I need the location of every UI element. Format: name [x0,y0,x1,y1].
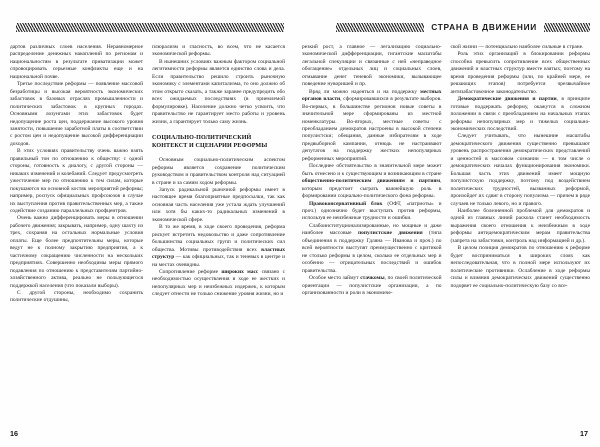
section-spacer [152,150,285,157]
running-head-title: СТРАНА В ДВИЖЕНИИ [431,22,537,33]
body-paragraph: Наиболее болезненной проблемой для демократов и одной из главных линий раскола станет необходимость выражения своего отношения к неизбежным в ходе реформы антидемократическим мерам правительства (запрета на забастовки, контроль над информацией и др.). [450,207,590,244]
body-paragraph: ской жизни — потенциально наиболее сильные в стране. [450,44,584,50]
body-paragraph: Очень важно дифференцировать меры в отношении рабочего движения; закрывать, например, одну шахту из трех, сохраняя на остальных нормальные условия оплаты. Еще более предпочтительны меры, которые ведут не к полному закрытию предприятия, а к частичному сокращению численности на нескольких предприятиях. Совершенно необходимы меры прямого подавления по отношению к представителям партийно-хозяйственного актива, реально не пользующегося поддержкой населения (что показали выборы). [10,215,143,289]
page-right-column-2 [451,44,591,297]
stripe-rule-right-icon [544,23,590,32]
body-paragraph: В целом позиция демократов по отношению к реформе будет восприниматься в широких слоях как непоследовательная, что в полной мере используют их политические противники. Ослабление в ходе реформы силы и влияния демократических движений существенно подорвет ее социально-политическую базу со все- [450,245,590,289]
body-paragraph: С другой стороны, необходимо сохранить политические отдушины, [10,289,143,304]
body-paragraph: В то же время, в ходе своего проведения, реформа рискует встретить недовольство и даже сопротивление большинства социальных групп и политических сил общества. Мотивы противодействия всех властных структур — как официальных, так и теневых в центре и на местах очевидны. [152,224,285,268]
body-paragraph: Запуск радикальной рыночной реформы имеет в настоящее время благоприятные предпосылки, так как основная часть населения уже устала ждать улучшений или хотя бы каких-то радикальных изменений в экономической сфере. [152,186,285,223]
section-heading: СОЦИАЛЬНО-ПОЛИТИЧЕСКИЙ КОНТЕКСТ И СЦЕНАРИИ РЕФОРМЫ [152,134,268,149]
body-paragraph: Роль этих организаций в блокировании реформы способна превысить сопротивление всех общественных движений и властных структур вместе взятых; поэтому на время проведения реформы (или, по крайней мере, ее решающих этапов) потребуется чрезвычайное антизабастовочное законодательство. [450,51,590,95]
emphasis-run: стачкомы [360,275,385,282]
emphasis-run: властных структур [152,246,285,261]
body-paragraph: плюрализм и гласность, во всем, что не касается экономической реформы. [152,44,285,58]
emphasis-run: местных органов власти [302,88,442,103]
stripe-rule-left-icon [336,23,424,32]
page-right-columns [302,38,590,297]
body-paragraph: Следует учитывать, что нынешние масштабы демократического движения существенно превышают уровень распространения демократических представлений и ценностей в массовом сознании — в том числе о демократических началах функционирования экономики. Большая часть этих движений имеет мощную популистскую поддержку, поэтому под воздействием политических трудностей, вызванных реформой, произойдет их сдвиг в сторону популизма — причем в ряде случаев не только левого, но и правого. [450,133,590,207]
body-paragraph: В нынешних условиях важным фактором социальной легитимности реформы является единство слова и дела. Если правительство решило строить рыночную экономику с элементами капитализма, то оно должно об этом открыто сказать, а также заранее предупредить обо всех ожидаемых последствиях (в приемлемой формулировке). Население должно четко усвоить, что правительство не гарантирует место работы и уровень жизни, а гарантирует только саму жизнь. [152,58,285,125]
body-paragraph: резкий рост, а главное — легализацию социально-экономической дифференциации, гигантские масштабы легальной спекуляции и связанные с ней «неправедное обогащение» отдельных лиц и социальных слоев, отмывание денег теневой экономики, вызывающее поведение нуворишей и пр. [302,44,442,88]
body-paragraph: Сопротивление реформе широких масс связано с необходимостью осуществления в ходе ее жестких и непопулярных мер и неизбежных издержек, к которым следует отнести не только снижение уровня жизни, но и [152,268,286,298]
body-paragraph: Демократические движения и партии, в принципе готовые поддержать реформу, окажутся в сложном положении в связи с преобладанием на начальных этапах реформы непопулярных мер и тяжелых социально-экономических последствий. [450,96,590,132]
emphasis-run: Правоконсервативный блок [309,200,383,207]
body-paragraph: Правоконсервативный блок (ОФТ, «патриоты» и проч.) однозначно будет выступать против реформы, используя ее неизбежные трудности и ошибки. [302,200,442,222]
page-left [0,0,293,447]
page-left-columns [10,38,285,305]
folio-left: 16 [10,429,18,438]
body-paragraph: Последнее обстоятельство в значительной мере может быть отнесено и к существующим и возникающим в стране общественно-политическим движениям и партиям, которым предстоит сыграть важнейшую роль в формировании социально-политического фона реформы. [302,163,442,200]
emphasis-run: общественно-политическим движениям и партиям [302,178,441,185]
running-head-right [302,0,590,38]
emphasis-run: широких масс [221,268,259,275]
body-paragraph: В этих условиях правительству очень важно взять правильный тон по отношению к обществу: с одной стороны, готовность к диалогу, с другой стороны — никаких изменений и колебаний. Следует предусмотреть ужесточение мер по отношению к тем силам, которые покушаются на основной костяк мероприятий реформы; например, роспуск официальных профсоюзов в случае их выступления против правительственных мер, а также содействие созданию параллельных профцентров. [10,148,143,214]
body-paragraph: дартов различных слоев населения. Неравномерное распределение денежных накоплений по регионам и национальностям в результате приватизации может спровоцировать серьезные конфликты еще и на национальной почве. [10,44,143,80]
body-paragraph: Слабоинституционализированные, но мощные и даже наиболее массовые популистские движения (типа объединения в поддержку Гдляна — Иванова и проч.) по всей вероятности выступят преимущественно с критикой не столько реформы в целом, сколько ее отдельных мер и особенно — отрицательных последствий и ошибок правительства. [302,222,442,274]
body-paragraph: Третье последствие реформы — появление массовой безработицы и высокая вероятность экономических забастовок в базовых отраслях промышленности и политических забастовок в крупных городах. Основными лозунгами этих забастовок будет недопущение роста цен, поддержание высокого уровня занятости, повышение заработной платы в соответствии с ростом цен и недопущение высокой дифференциации доходов. [10,81,143,147]
body-paragraph: Основным социально-политическим аспектом реформы является сохранение политическим руководством и правительством контроля над ситуацией в стране и за самим ходом реформы. [152,157,285,186]
emphasis-run: Демократические движения и партии [457,96,557,103]
body-paragraph: Вряд ли можно надеяться и на поддержку местных органов власти, сформировавшихся в результате выборов. Во-первых, в большинстве регионов новые советы в значительной мере сформированы из местной номенклатуры. Во-вторых, местные советы с преобладанием демократов настроены в высокой степени популистски; обещания, данные избирателям в ходе предвыборной кампании, отнюдь не настраивают депутатов на поддержку жестких непопулярных реформенных мероприятий. [302,88,442,162]
page-left-column-2 [152,44,285,305]
page-right [293,0,600,447]
page-left-column-1 [10,44,143,305]
running-head-left [10,0,285,38]
page-right-column-1 [302,44,442,297]
folio-right: 17 [580,429,588,438]
emphasis-run: популистские движения [357,230,423,237]
stripe-rule-icon [16,23,284,32]
body-paragraph: Особое место займут стачкомы, по своей политической ориентации — популистские организации, а по организованности и роли в экономиче- [302,275,442,296]
